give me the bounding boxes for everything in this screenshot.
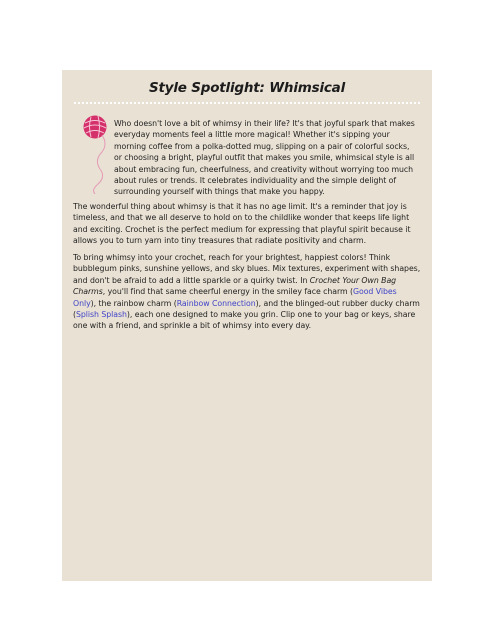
- article-title: Style Spotlight: Whimsical: [148, 80, 346, 96]
- article-panel: [62, 70, 432, 581]
- good-vibes-only-link[interactable]: Good Vibes Only: [73, 287, 397, 308]
- intro-paragraph: Who doesn't love a bit of whimsy in their life? It's that joyful spark that makes everyday moments feel a little more magical! Whether it's sipping your morning coffee from a polka-dotted mug, slipping on a pair of colorful socks, or choosing a bright, playful outfit that makes you smile, whimsical style is all about embracing fun, cheerfulness, and creativity without worrying too much about rules or trends. It celebrates individuality and the simple delight of surrounding yourself with things that make you happy.: [114, 119, 415, 197]
- body-paragraph: The wonderful thing about whimsy is that it has no age limit. It's a reminder that joy is timeless, and that we all deserve to hold on to the childlike wonder that keeps life light and exciting. Crochet is the perfect medium for expressing that playful spirit because it allows you to turn yarn into tiny treasures that radiate positivity and charm.: [73, 202, 411, 246]
- tips-text-4: ), and the blinged-out rubber ducky charm (: [73, 298, 420, 320]
- yarn-ball-icon: [80, 114, 114, 194]
- rainbow-connection-link[interactable]: Rainbow Connection: [176, 298, 256, 308]
- tips-text-2: , you'll find that same cheerful energy in the smiley face charm (: [102, 287, 353, 297]
- book-title: Crochet Your Own Bag Charms: [73, 275, 397, 297]
- dotted-divider: [74, 102, 420, 104]
- tips-text-1: To bring whimsy into your crochet, reach for your brightest, happiest colors! Think bubblegum pinks, sunshine yellows, and sky blues. Mix textures, experiment with shapes, and don't be afraid to add a little sparkle or a quirky twist. In: [73, 253, 421, 285]
- tips-text-5: ), each one designed to make you grin. Clip one to your bag or keys, share one with a friend, and sprinkle a bit of whimsy into every day.: [73, 310, 416, 331]
- splish-splash-link[interactable]: Splish Splash: [76, 310, 127, 320]
- tips-paragraph: [73, 252, 422, 332]
- tips-text-3: ), the rainbow charm (: [90, 298, 177, 308]
